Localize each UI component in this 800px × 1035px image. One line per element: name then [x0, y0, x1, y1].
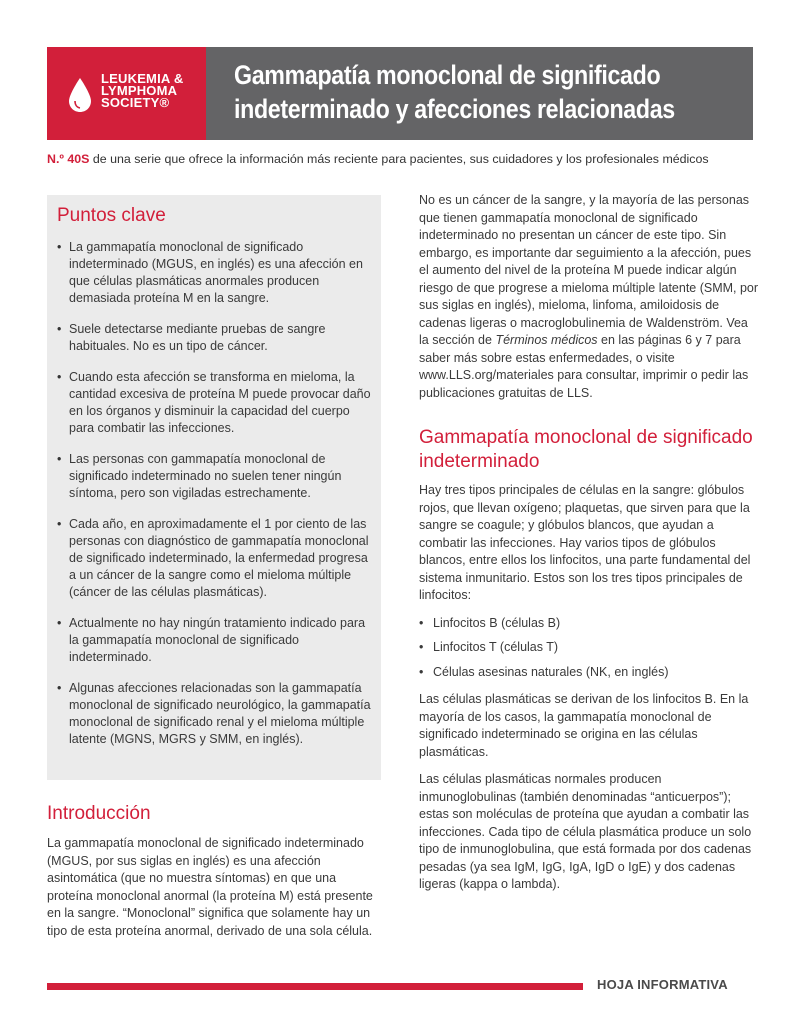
section-heading: Gammapatía monoclonal de significado indeterminado — [419, 427, 753, 472]
series-description: de una serie que ofrece la información más reciente para pacientes, sus cuidadores y los profesionales médicos — [89, 152, 709, 166]
title-banner — [206, 47, 753, 140]
series-number: N.º 40S — [47, 152, 90, 166]
list-item: • Cada año, en aproximadamente el 1 por ciento de las personas con diagnóstico de gammapatía monoclonal de significado indeterminado, la enfermedad progresa a un cáncer de la sangre como el mieloma múltiple (cáncer de las células plasmáticas). — [57, 516, 375, 601]
logo-line: SOCIETY® — [101, 95, 170, 110]
footer-label: HOJA INFORMATIVA — [597, 977, 728, 992]
overview-text-b: en las páginas 6 y 7 para saber más sobre estas enfermedades, o visite www.LLS.org/materiales para consultar, imprimir o pedir las publicaciones gratuitas de LLS. — [419, 333, 749, 400]
key-points-panel — [47, 195, 381, 780]
title-line-2: indeterminado y afecciones relacionadas — [234, 94, 675, 124]
logo-line: LYMPHOMA — [101, 83, 178, 98]
list-item: • Linfocitos B (células B) — [419, 615, 759, 633]
list-item: • Linfocitos T (células T) — [419, 639, 759, 657]
lls-logo — [47, 47, 206, 140]
list-item: • La gammapatía monoclonal de significado indeterminado (MGUS, en inglés) es una afección en que células plasmáticas anormales producen demasiada proteína M en la sangre. — [57, 239, 375, 307]
page-title — [234, 58, 675, 126]
intro-paragraph: La gammapatía monoclonal de significado indeterminado (MGUS, por sus siglas en inglés) es una afección asintomática (que no muestra síntomas) en que una proteína monoclonal anormal (la proteína M) está presente en la sangre. “Monoclonal” significa que solamente hay un tipo de esta proteína anormal, derivado de una sola célula. — [47, 836, 373, 938]
blood-cells-paragraph: Hay tres tipos principales de células en la sangre: glóbulos rojos, que llevan oxígeno; plaquetas, que sirven para que la sangre se coagule; y glóbulos blancos, que ayudan a combatir las infecciones. Hay varios tipos de glóbulos blancos, entre ellos los linfocitos, una parte fundamental del sistema inmunitario. Estos son los tres tipos principales de linfocitos: — [419, 483, 751, 602]
list-item: • Suele detectarse mediante pruebas de sangre habituales. No es un tipo de cáncer. — [57, 321, 375, 355]
list-item: • Células asesinas naturales (NK, en inglés) — [419, 664, 759, 682]
list-item: • Cuando esta afección se transforma en mieloma, la cantidad excesiva de proteína M puede provocar daño en los órganos y disminuir la capacidad del cuerpo para combatir las infecciones. — [57, 369, 375, 437]
title-line-1: Gammapatía monoclonal de significado — [234, 60, 661, 90]
medical-terms-reference: Términos médicos — [495, 333, 598, 347]
series-subtitle — [47, 152, 767, 166]
list-item: • Algunas afecciones relacionadas son la gammapatía monoclonal de significado neurológico, la gammapatía monoclonal de significado renal y el mieloma múltiple latente (MGNS, MGRS y SMM, en inglés). — [57, 680, 375, 748]
logo-wordmark — [101, 73, 183, 109]
list-item: • Las personas con gammapatía monoclonal de significado indeterminado no suelen tener ningún síntoma, pero son vigiladas estrechamente. — [57, 451, 375, 502]
plasma-cells-paragraph: Las células plasmáticas se derivan de los linfocitos B. En la mayoría de los casos, la gammapatía monoclonal de significado indeterminado se origina en las células plasmáticas. — [419, 692, 749, 759]
logo-line: LEUKEMIA & — [101, 71, 184, 86]
right-column — [419, 192, 759, 904]
overview-text-a: No es un cáncer de la sangre, y la mayoría de las personas que tienen gammapatía monoclonal de significado indeterminado no presentan un cáncer de este tipo. Sin embargo, es importante dar seguimiento a la afección, pues el aumento del nivel de la proteína M puede indicar algún riesgo de que progrese a mieloma múltiple latente (SMM, por sus siglas en inglés), mieloma, linfoma, amiloidosis de cadenas ligeras o macroglobulinemia de Waldenström. Vea la sección de — [419, 193, 759, 347]
key-points-list — [57, 239, 375, 762]
list-item: • Actualmente no hay ningún tratamiento indicado para la gammapatía monoclonal de significado indeterminado. — [57, 615, 375, 666]
intro-heading: Introducción — [47, 803, 151, 824]
immunoglobulin-paragraph: Las células plasmáticas normales producen inmunoglobulinas (también denominadas “anticuerpos”); estas son moléculas de proteína que ayudan a combatir las infecciones. Cada tipo de célula plasmática produce un solo tipo de inmunoglobulina, que está formada por dos cadenas pesadas (ya sea IgM, IgG, IgA, IgD o IgE) y dos cadenas ligeras (kappa o lambda). — [419, 772, 752, 891]
overview-paragraph — [419, 192, 759, 402]
footer-divider — [47, 983, 583, 990]
lymphocyte-list — [419, 615, 759, 682]
key-points-heading: Puntos clave — [57, 205, 166, 226]
blood-drop-icon — [67, 77, 93, 113]
